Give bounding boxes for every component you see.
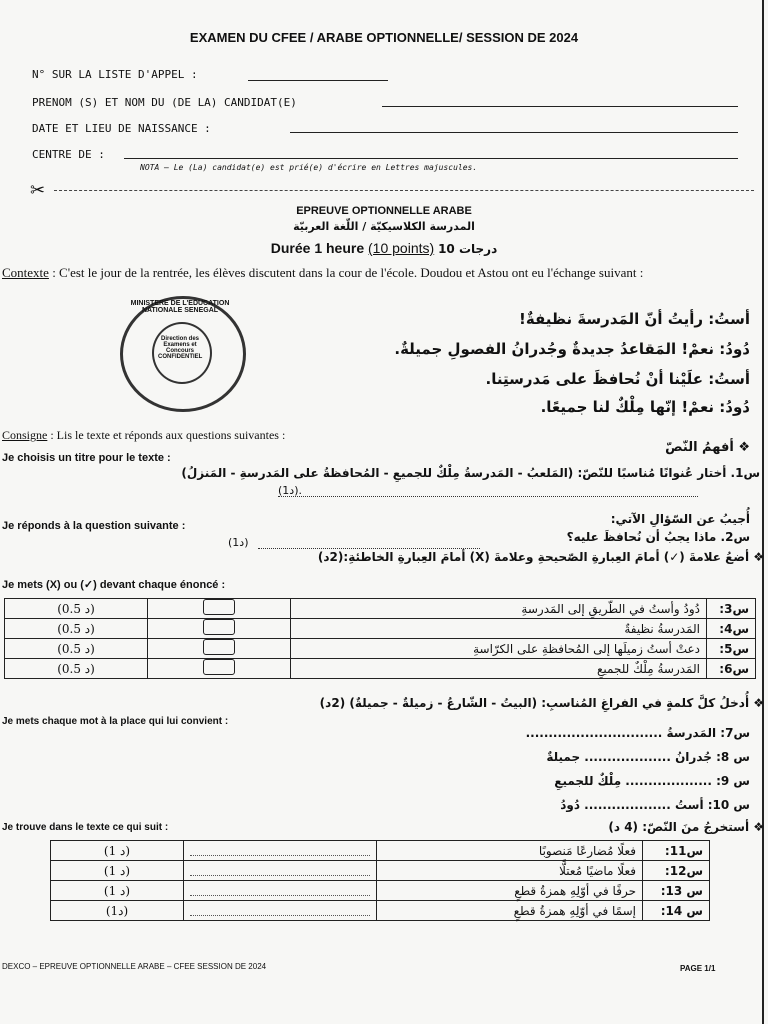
- field-naissance-line[interactable]: [290, 132, 738, 133]
- tf-statement: دُودُ وأستُ في الطّريقِ إلى المَدرسةِ: [291, 599, 707, 619]
- extract-table: [50, 840, 710, 921]
- nota-text: NOTA – Le (La) candidat(e) est prié(e) d'écrire en Lettres majuscules.: [140, 163, 478, 172]
- ex-answer-line[interactable]: [190, 865, 370, 876]
- tf-statement: دعتْ أستُ زميلَها إلى المُحافظةِ على الكرّاسةِ: [291, 639, 707, 659]
- q2-text: س2. ماذا يجبُ أن نُحافظَ عليه؟: [566, 530, 750, 544]
- tf-number: س4:: [707, 619, 756, 639]
- tf-number: س3:: [707, 599, 756, 619]
- tf-checkbox[interactable]: [203, 619, 235, 635]
- fill-item-10[interactable]: س 10: أستُ ................... دُودُ: [560, 798, 750, 812]
- q2-points: (1د): [228, 536, 249, 549]
- ex-points: (1 د): [51, 881, 184, 901]
- section1-heading: ❖ أفهمُ النّصّ: [665, 440, 750, 455]
- stamp-outer-text: MINISTERE DE L'EDUCATION NATIONALE SENEGAL: [130, 300, 230, 314]
- section4-fr: Je trouve dans le texte ce qui suit :: [2, 822, 169, 833]
- exam-title: EXAMEN DU CFEE / ARABE OPTIONNELLE/ SESSION DE 2024: [189, 30, 579, 45]
- footer-page: PAGE 1/1: [680, 964, 716, 973]
- field-appel-label: N° SUR LA LISTE D'APPEL :: [32, 68, 198, 81]
- extract-row: [51, 881, 710, 901]
- ex-prompt: إسمًا في أوّلِهِ همزةُ قطعٍ: [377, 901, 643, 921]
- ex-answer-cell[interactable]: [184, 841, 377, 861]
- epreuve-title: EPREUVE OPTIONNELLE ARABE: [296, 205, 472, 217]
- q2-answer-line[interactable]: [258, 548, 480, 549]
- consigne-label: Consigne: [2, 428, 48, 442]
- tf-points: (0.5 د): [5, 619, 148, 639]
- points-ar: 10 درجات: [438, 242, 498, 256]
- ex-points: (1د): [51, 901, 184, 921]
- section2-heading: ❖ أضعُ علامةَ (✓) أمامَ العِبارةِ الصّحيحةِ وعلامةَ (X) أمامَ العِبارةِ الخاطئةِ:(2د): [317, 550, 764, 564]
- truefalse-row: [5, 639, 756, 659]
- ex-number: س 14:: [643, 901, 710, 921]
- footer-left: DEXCO – EPREUVE OPTIONNELLE ARABE – CFEE SESSION DE 2024: [2, 962, 267, 971]
- ex-prompt: حرفًا في أوّلِهِ همزةُ قطعٍ: [377, 881, 643, 901]
- tf-number: س6:: [707, 659, 756, 679]
- fill-item-8[interactable]: س 8: جُدرانُ ................... جميلةٌ: [546, 750, 750, 764]
- q1-text: س1. أختار عُنوانًا مُناسبًا للنّصّ: (المَلعبُ - المَدرسةُ مِلْكٌ للجميعِ - المُحافظةُ على المَدرسةِ - المَنزلُ): [181, 466, 760, 480]
- tf-checkbox-cell: [148, 619, 291, 639]
- field-nom-line[interactable]: [382, 106, 738, 107]
- tf-checkbox-cell: [148, 659, 291, 679]
- truefalse-table: [4, 598, 756, 679]
- field-centre-line[interactable]: [124, 158, 738, 159]
- contexte-label: Contexte: [2, 265, 49, 280]
- section3-fr: Je mets chaque mot à la place qui lui convient :: [2, 716, 229, 727]
- tf-checkbox[interactable]: [203, 659, 235, 675]
- extract-row: [51, 901, 710, 921]
- tf-checkbox[interactable]: [203, 639, 235, 655]
- ex-number: س 13:: [643, 881, 710, 901]
- ex-answer-cell[interactable]: [184, 861, 377, 881]
- page-edge-rule: [762, 0, 764, 1024]
- tf-checkbox[interactable]: [203, 599, 235, 615]
- q1-points: (1د).: [278, 484, 302, 497]
- cut-line: [54, 190, 754, 191]
- ex-points: (1 د): [51, 861, 184, 881]
- ex-answer-cell[interactable]: [184, 901, 377, 921]
- section3-heading: ❖ أُدخلُ كلَّ كلمةٍ في الفراغِ المُناسبِ: (البيتُ - الشّارعُ - زميلةٌ - جميلةٌ) (2د): [319, 696, 764, 710]
- field-nom-label: PRENOM (S) ET NOM DU (DE LA) CANDIDAT(E): [32, 96, 297, 109]
- fill-item-9[interactable]: س 9: ................... مِلْكٌ للجميعِ: [554, 774, 750, 788]
- epreuve-duree: [0, 240, 768, 256]
- duree-text: Durée 1 heure: [270, 240, 365, 256]
- epreuve-subtitle-ar: المدرسة الكلاسيكيّة / اللّغة العربيّة: [293, 220, 475, 233]
- tf-points: (0.5 د): [5, 599, 148, 619]
- ex-answer-cell[interactable]: [184, 881, 377, 901]
- section2-fr: Je mets (X) ou (✓) devant chaque énoncé :: [2, 579, 226, 591]
- tf-checkbox-cell: [148, 599, 291, 619]
- tf-statement: المَدرسةُ نظيفةٌ: [291, 619, 707, 639]
- field-appel-line[interactable]: [248, 80, 388, 81]
- extract-row: [51, 861, 710, 881]
- truefalse-row: [5, 619, 756, 639]
- consigne-text: : Lis le texte et réponds aux questions suivantes :: [50, 428, 286, 442]
- field-naissance-label: DATE ET LIEU DE NAISSANCE :: [32, 122, 211, 135]
- ex-number: س11:: [643, 841, 710, 861]
- ex-points: (1 د): [51, 841, 184, 861]
- section4-heading: ❖ أستخرجُ منَ النّصّ: (4 د): [608, 820, 764, 834]
- dialogue-line-2: دُودُ: نعمْ! المَقاعدُ جديدةٌ وجُدرانُ الفصولِ جميلةٌ.: [394, 340, 750, 358]
- truefalse-row: [5, 659, 756, 679]
- section1-fr: Je choisis un titre pour le texte :: [2, 452, 171, 464]
- consigne-paragraph: [2, 428, 285, 443]
- ex-prompt: فعلًا مُضارعًا مَنصوبًا: [377, 841, 643, 861]
- scissors-icon: ✂: [30, 180, 46, 201]
- section1-ar2: أُجيبُ عن السّؤالِ الآتي:: [610, 512, 750, 526]
- dialogue-line-3: أستُ: علَيْنا أنْ نُحافظَ على مَدرستِنا.: [485, 370, 750, 388]
- field-centre-label: CENTRE DE :: [32, 148, 105, 161]
- q1-answer-line[interactable]: [278, 496, 698, 497]
- tf-points: (0.5 د): [5, 639, 148, 659]
- ex-answer-line[interactable]: [190, 885, 370, 896]
- ex-number: س12:: [643, 861, 710, 881]
- ex-answer-line[interactable]: [190, 905, 370, 916]
- stamp-inner-text: Direction des Examens et Concours CONFIDENTIEL: [158, 336, 203, 360]
- tf-statement: المَدرسةُ مِلْكٌ للجميعِ: [291, 659, 707, 679]
- dialogue-line-4: دُودُ: نعمْ! إنّها مِلْكٌ لنا جميعًا.: [540, 398, 750, 416]
- tf-points: (0.5 د): [5, 659, 148, 679]
- ex-answer-line[interactable]: [190, 845, 370, 856]
- contexte-paragraph: [2, 263, 768, 283]
- contexte-text: : C'est le jour de la rentrée, les élèves discutent dans la cour de l'école. Doudou et Astou ont eu l'échange suivant :: [52, 265, 644, 280]
- ex-prompt: فعلًا ماضيًا مُعتلًّا: [377, 861, 643, 881]
- points-text: (10 points): [368, 240, 435, 256]
- fill-item-7[interactable]: س7: المَدرسةُ ..............................: [525, 726, 750, 740]
- tf-checkbox-cell: [148, 639, 291, 659]
- dialogue-line-1: أستُ: رأيتُ أنّ المَدرسةَ نظيفةٌ!: [519, 310, 750, 328]
- tf-number: س5:: [707, 639, 756, 659]
- truefalse-row: [5, 599, 756, 619]
- section1-fr2: Je réponds à la question suivante :: [2, 520, 186, 532]
- extract-row: [51, 841, 710, 861]
